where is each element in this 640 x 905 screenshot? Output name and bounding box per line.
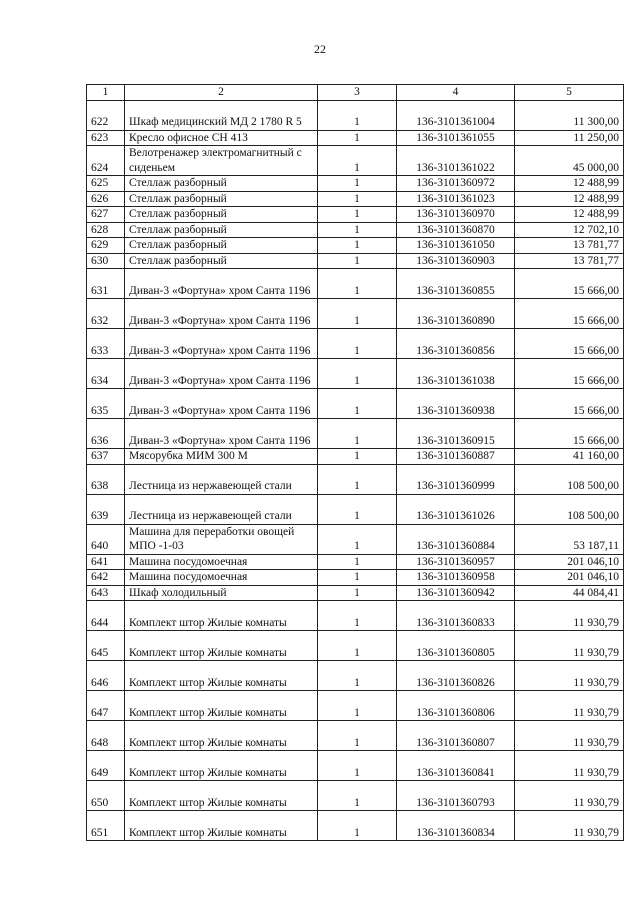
inventory-code-cell: 136-3101360793 [397,781,515,811]
row-number-cell: 647 [87,691,125,721]
price-cell: 11 930,79 [515,721,624,751]
inventory-code-cell: 136-3101360887 [397,449,515,465]
inventory-code-cell: 136-3101360942 [397,585,515,601]
row-number-cell: 634 [87,359,125,389]
price-cell: 11 930,79 [515,811,624,841]
inventory-code-cell: 136-3101360958 [397,570,515,586]
item-name-cell: Стеллаж разборный [125,253,318,269]
column-header: 2 [125,85,318,101]
quantity-cell: 1 [318,554,397,570]
quantity-cell: 1 [318,691,397,721]
inventory-code-cell: 136-3101360807 [397,721,515,751]
item-name-cell: Шкаф холодильный [125,585,318,601]
inventory-code-cell: 136-3101361004 [397,100,515,130]
row-number-cell: 623 [87,130,125,146]
item-name-cell: Стеллаж разборный [125,191,318,207]
row-number-cell: 627 [87,207,125,223]
price-cell: 15 666,00 [515,269,624,299]
row-number-cell: 625 [87,176,125,192]
row-number-cell: 631 [87,269,125,299]
table-row [87,751,624,781]
price-cell: 41 160,00 [515,449,624,465]
inventory-code-cell: 136-3101360806 [397,691,515,721]
price-cell: 12 488,99 [515,176,624,192]
price-cell: 12 488,99 [515,191,624,207]
item-name-cell: Лестница из нержавеющей стали [125,464,318,494]
row-number-cell: 628 [87,222,125,238]
row-number-cell: 642 [87,570,125,586]
item-name-cell: Шкаф медицинский МД 2 1780 R 5 [125,100,318,130]
inventory-code-cell: 136-3101360805 [397,631,515,661]
item-name-cell: Комплект штор Жилые комнаты [125,691,318,721]
row-number-cell: 648 [87,721,125,751]
quantity-cell: 1 [318,176,397,192]
quantity-cell: 1 [318,781,397,811]
item-name-cell: Мясорубка МИМ 300 М [125,449,318,465]
inventory-code-cell: 136-3101361038 [397,359,515,389]
inventory-code-cell: 136-3101360903 [397,253,515,269]
row-number-cell: 630 [87,253,125,269]
column-header: 1 [87,85,125,101]
row-number-cell: 645 [87,631,125,661]
quantity-cell: 1 [318,419,397,449]
table-row [87,389,624,419]
price-cell: 201 046,10 [515,554,624,570]
table-row [87,601,624,631]
table-row [87,299,624,329]
item-name-cell: Диван-3 «Фортуна» хром Санта 1196 [125,299,318,329]
table-row [87,191,624,207]
inventory-code-cell: 136-3101360834 [397,811,515,841]
table-row [87,811,624,841]
inventory-code-cell: 136-3101361050 [397,238,515,254]
column-header: 5 [515,85,624,101]
price-cell: 201 046,10 [515,570,624,586]
item-name-cell: Стеллаж разборный [125,238,318,254]
quantity-cell: 1 [318,449,397,465]
item-name-cell: Комплект штор Жилые комнаты [125,721,318,751]
quantity-cell: 1 [318,524,397,554]
price-cell: 53 187,11 [515,524,624,554]
table-row [87,721,624,751]
inventory-code-cell: 136-3101360870 [397,222,515,238]
inventory-code-cell: 136-3101360826 [397,661,515,691]
inventory-code-cell: 136-3101360938 [397,389,515,419]
price-cell: 15 666,00 [515,419,624,449]
table-row [87,524,624,554]
item-name-cell: Диван-3 «Фортуна» хром Санта 1196 [125,419,318,449]
price-cell: 12 702,10 [515,222,624,238]
price-cell: 44 084,41 [515,585,624,601]
item-name-cell: Машина для переработки овощей МПО -1-03 [125,524,318,554]
quantity-cell: 1 [318,329,397,359]
quantity-cell: 1 [318,238,397,254]
item-name-cell: Диван-3 «Фортуна» хром Санта 1196 [125,329,318,359]
row-number-cell: 641 [87,554,125,570]
row-number-cell: 651 [87,811,125,841]
quantity-cell: 1 [318,222,397,238]
row-number-cell: 637 [87,449,125,465]
row-number-cell: 635 [87,389,125,419]
table-row [87,269,624,299]
item-name-cell: Комплект штор Жилые комнаты [125,631,318,661]
item-name-cell: Стеллаж разборный [125,222,318,238]
quantity-cell: 1 [318,207,397,223]
quantity-cell: 1 [318,601,397,631]
item-name-cell: Стеллаж разборный [125,207,318,223]
price-cell: 13 781,77 [515,253,624,269]
inventory-code-cell: 136-3101360856 [397,329,515,359]
quantity-cell: 1 [318,191,397,207]
table-row [87,207,624,223]
item-name-cell: Комплект штор Жилые комнаты [125,751,318,781]
quantity-cell: 1 [318,721,397,751]
inventory-code-cell: 136-3101361055 [397,130,515,146]
inventory-code-cell: 136-3101360972 [397,176,515,192]
table-row [87,691,624,721]
inventory-code-cell: 136-3101360884 [397,524,515,554]
inventory-code-cell: 136-3101360915 [397,419,515,449]
quantity-cell: 1 [318,146,397,176]
row-number-cell: 646 [87,661,125,691]
inventory-code-cell: 136-3101360833 [397,601,515,631]
table-row [87,359,624,389]
quantity-cell: 1 [318,464,397,494]
column-header: 3 [318,85,397,101]
price-cell: 13 781,77 [515,238,624,254]
inventory-code-cell: 136-3101360890 [397,299,515,329]
inventory-code-cell: 136-3101360841 [397,751,515,781]
quantity-cell: 1 [318,494,397,524]
table-row [87,570,624,586]
item-name-cell: Стеллаж разборный [125,176,318,192]
column-header: 4 [397,85,515,101]
row-number-cell: 633 [87,329,125,359]
item-name-cell: Кресло офисное CH 413 [125,130,318,146]
price-cell: 11 930,79 [515,601,624,631]
quantity-cell: 1 [318,100,397,130]
item-name-cell: Машина посудомоечная [125,554,318,570]
price-cell: 11 930,79 [515,781,624,811]
price-cell: 15 666,00 [515,359,624,389]
row-number-cell: 644 [87,601,125,631]
table-row [87,781,624,811]
table-row [87,253,624,269]
row-number-cell: 622 [87,100,125,130]
row-number-cell: 636 [87,419,125,449]
table-row [87,238,624,254]
quantity-cell: 1 [318,299,397,329]
row-number-cell: 643 [87,585,125,601]
item-name-cell: Комплект штор Жилые комнаты [125,811,318,841]
table-row [87,222,624,238]
price-cell: 15 666,00 [515,329,624,359]
quantity-cell: 1 [318,130,397,146]
row-number-cell: 650 [87,781,125,811]
item-name-cell: Велотренажер электромагнитный с сиденьем [125,146,318,176]
item-name-cell: Комплект штор Жилые комнаты [125,601,318,631]
inventory-code-cell: 136-3101361026 [397,494,515,524]
item-name-cell: Диван-3 «Фортуна» хром Санта 1196 [125,389,318,419]
table-row [87,585,624,601]
table-row [87,130,624,146]
price-cell: 15 666,00 [515,299,624,329]
item-name-cell: Диван-3 «Фортуна» хром Санта 1196 [125,359,318,389]
item-name-cell: Лестница из нержавеющей стали [125,494,318,524]
table-body [87,100,624,841]
price-cell: 11 930,79 [515,631,624,661]
row-number-cell: 639 [87,494,125,524]
price-cell: 45 000,00 [515,146,624,176]
row-number-cell: 640 [87,524,125,554]
quantity-cell: 1 [318,661,397,691]
price-cell: 11 300,00 [515,100,624,130]
table-row [87,631,624,661]
quantity-cell: 1 [318,570,397,586]
inventory-code-cell: 136-3101360957 [397,554,515,570]
quantity-cell: 1 [318,253,397,269]
table-row [87,100,624,130]
quantity-cell: 1 [318,269,397,299]
table-row [87,554,624,570]
inventory-code-cell: 136-3101360970 [397,207,515,223]
row-number-cell: 624 [87,146,125,176]
item-name-cell: Комплект штор Жилые комнаты [125,661,318,691]
price-cell: 15 666,00 [515,389,624,419]
table-row [87,464,624,494]
table-row [87,146,624,176]
quantity-cell: 1 [318,811,397,841]
table-row [87,419,624,449]
inventory-code-cell: 136-3101360999 [397,464,515,494]
item-name-cell: Диван-3 «Фортуна» хром Санта 1196 [125,269,318,299]
row-number-cell: 632 [87,299,125,329]
row-number-cell: 626 [87,191,125,207]
row-number-cell: 638 [87,464,125,494]
quantity-cell: 1 [318,389,397,419]
quantity-cell: 1 [318,359,397,389]
item-name-cell: Комплект штор Жилые комнаты [125,781,318,811]
table-row [87,449,624,465]
inventory-code-cell: 136-3101361022 [397,146,515,176]
quantity-cell: 1 [318,631,397,661]
price-cell: 11 250,00 [515,130,624,146]
inventory-table [86,84,624,841]
item-name-cell: Машина посудомоечная [125,570,318,586]
row-number-cell: 629 [87,238,125,254]
row-number-cell: 649 [87,751,125,781]
quantity-cell: 1 [318,751,397,781]
quantity-cell: 1 [318,585,397,601]
table-row [87,661,624,691]
price-cell: 108 500,00 [515,494,624,524]
table-row [87,494,624,524]
price-cell: 12 488,99 [515,207,624,223]
price-cell: 108 500,00 [515,464,624,494]
price-cell: 11 930,79 [515,691,624,721]
inventory-code-cell: 136-3101361023 [397,191,515,207]
inventory-code-cell: 136-3101360855 [397,269,515,299]
table-header-row [87,85,624,101]
page-number: 22 [314,42,326,56]
price-cell: 11 930,79 [515,661,624,691]
table-row [87,176,624,192]
table-row [87,329,624,359]
price-cell: 11 930,79 [515,751,624,781]
